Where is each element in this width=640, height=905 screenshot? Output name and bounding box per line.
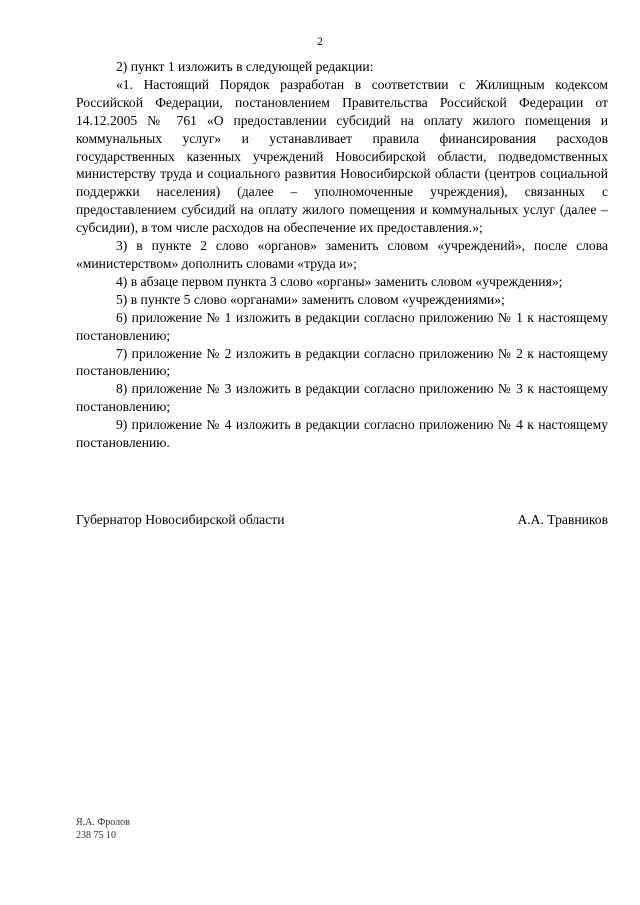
executor-name: Я.А. Фролов xyxy=(76,817,130,828)
executor-block xyxy=(76,817,130,842)
signatory-name: А.А. Травников xyxy=(517,512,608,527)
paragraph-item-4: 4) в абзаце первом пункта 3 слово «органы» заменить словом «учреждения»; xyxy=(116,273,563,289)
paragraph-item-7: 7) приложение № 2 изложить в редакции согласно приложению № 2 к настоящему постановлению; xyxy=(76,345,608,379)
paragraph-item-5: 5) в пункте 5 слово «органами» заменить словом «учреждениями»; xyxy=(116,291,505,307)
page-number: 2 xyxy=(317,36,323,48)
paragraph-item-8: 8) приложение № 3 изложить в редакции согласно приложению № 3 к настоящему постановлению; xyxy=(76,381,608,415)
paragraph-item-6: 6) приложение № 1 изложить в редакции согласно приложению № 1 к настоящему постановлению; xyxy=(76,309,608,343)
executor-phone: 238 75 10 xyxy=(76,829,116,841)
paragraph-item-9: 9) приложение № 4 изложить в редакции согласно приложению № 4 к настоящему постановлению. xyxy=(76,417,608,451)
paragraph-item-2: 2) пункт 1 изложить в следующей редакции: xyxy=(116,59,374,74)
document-body xyxy=(76,58,608,452)
signature-block xyxy=(76,512,608,532)
signatory-position: Губернатор Новосибирской области xyxy=(76,512,285,527)
paragraph-new-point-1: «1. Настоящий Порядок разработан в соответствии с Жилищным кодексом Российской Федерации, постановлением Правительства Российской Федерации от 14.12.2005 № 761 «О предоставлении субсидий на оплату жилого помещения и коммунальных услуг» и устанавливает правила финансирования расходов государственных казенных учреждений Новосибирской области, подведомственных министерству труда и социального развития Новосибирской области (центров социальной поддержки населения) (далее – уполномоченные учреждения), связанных с предоставлением субсидий на оплату жилого помещения и коммунальных услуг (далее – субсидии), в том числе расходов на обеспечение их предоставления.»; xyxy=(76,76,608,236)
paragraph-item-3: 3) в пункте 2 слово «органов» заменить словом «учреждений», после слова «министерством» дополнить словами «труда и»; xyxy=(76,238,608,271)
